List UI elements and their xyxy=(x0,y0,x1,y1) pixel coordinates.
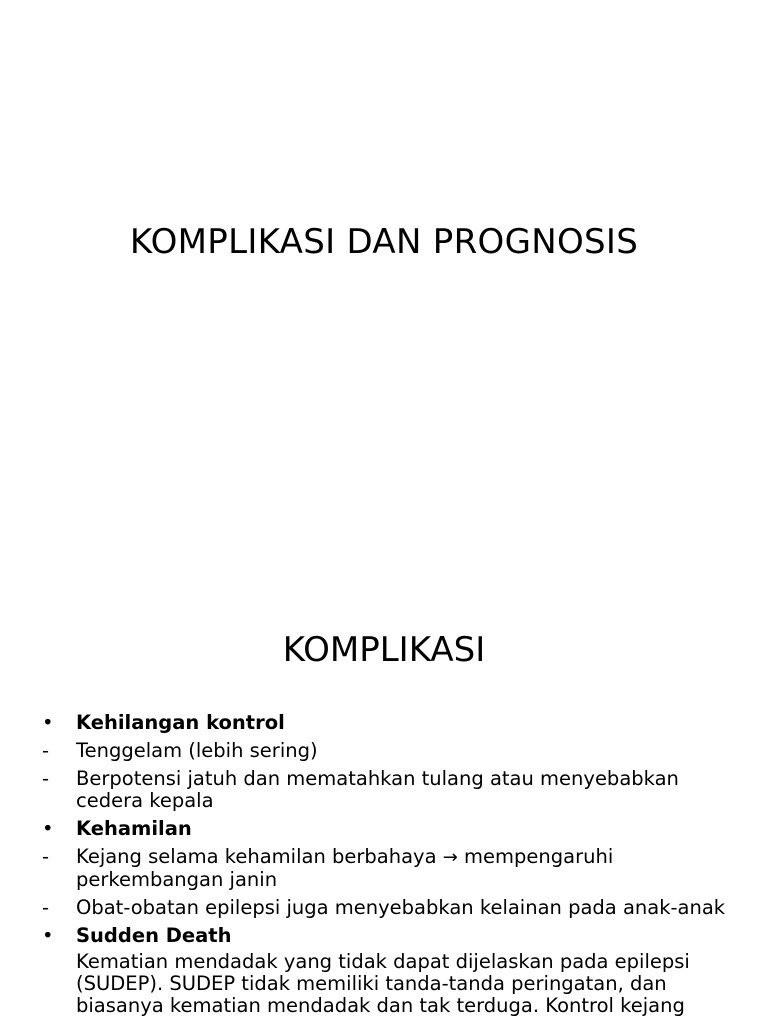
arrow-right-icon: → xyxy=(442,847,458,868)
list-item-heading xyxy=(42,712,732,734)
list-item-text: Kehilangan kontrol xyxy=(76,711,285,734)
dash-marker: - xyxy=(42,739,50,762)
slide-title-heading: KOMPLIKASI DAN PROGNOSIS xyxy=(129,222,639,262)
list-item-text: Kehamilan xyxy=(76,817,192,840)
complication-list xyxy=(42,712,732,1023)
slide-komplikasi xyxy=(0,576,768,1024)
list-item-subpoint xyxy=(42,846,732,891)
list-item-text-before-arrow: Kejang selama kehamilan berbahaya xyxy=(76,845,437,868)
list-item-text: Tenggelam (lebih sering) xyxy=(76,739,318,762)
list-item-text: Berpotensi jatuh dan mematahkan tulang atau menyebabkan cedera kepala xyxy=(76,767,679,812)
list-item-heading xyxy=(42,818,732,840)
dash-marker: - xyxy=(42,896,50,919)
list-item-subpoint xyxy=(42,768,732,812)
list-item-paragraph xyxy=(42,951,732,1017)
section-heading: KOMPLIKASI xyxy=(282,630,486,670)
bullet-marker: • xyxy=(42,924,54,947)
list-item-text: Sudden Death xyxy=(76,924,232,947)
bullet-marker: • xyxy=(42,711,54,734)
bullet-marker: • xyxy=(42,817,54,840)
paragraph-text: Kematian mendadak yang tidak dapat dijelaskan pada epilepsi (SUDEP). SUDEP tidak memiliki tanda-tanda peringatan, dan biasanya kematian mendadak dan tak terduga. Kontrol kejang xyxy=(76,950,690,1017)
list-item-heading xyxy=(42,925,732,947)
dash-marker: - xyxy=(42,845,50,868)
dash-marker: - xyxy=(42,767,50,790)
list-item-subpoint xyxy=(42,740,732,762)
list-item-text: Obat-obatan epilepsi juga menyebabkan kelainan pada anak-anak xyxy=(76,896,726,919)
list-item-subpoint xyxy=(42,897,732,919)
list-item-text-after-arrow: mempengaruhi perkembangan janin xyxy=(76,845,614,891)
